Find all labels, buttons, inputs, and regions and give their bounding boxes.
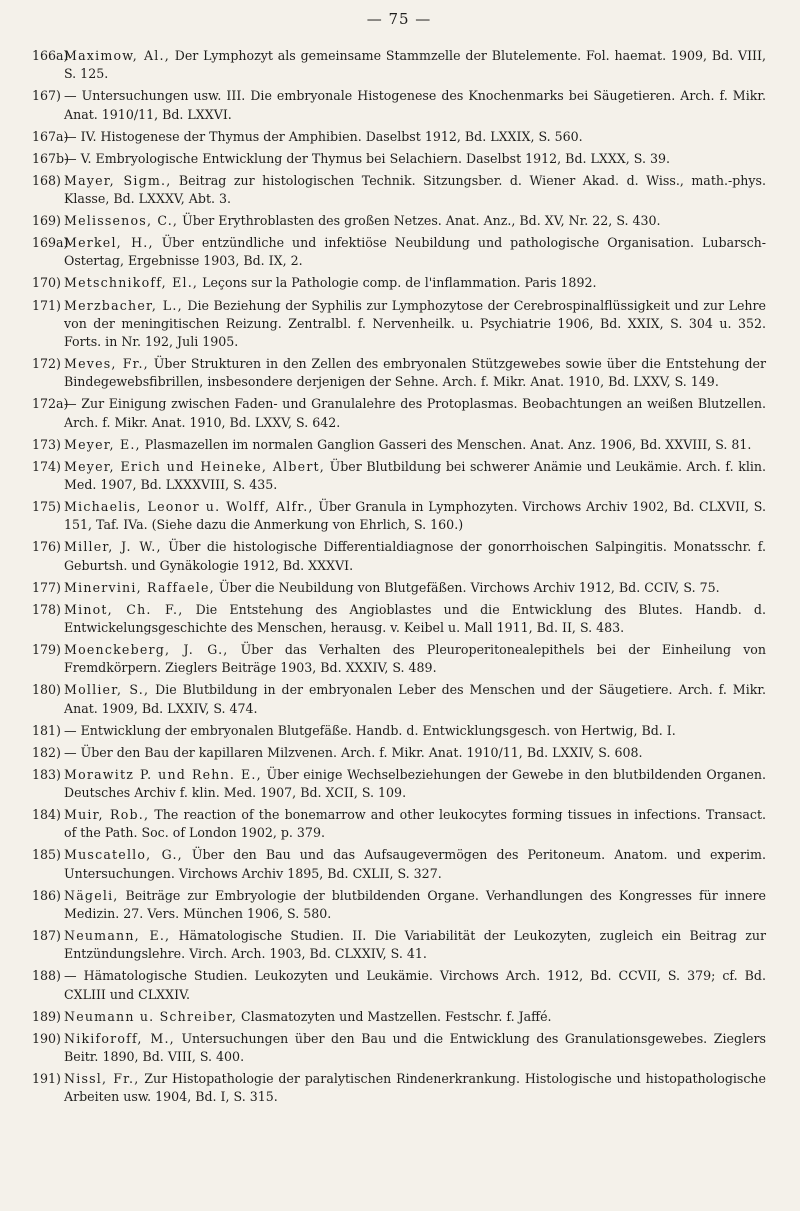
reference-author: Merzbacher, L.,	[64, 297, 183, 313]
reference-number: 167a)	[32, 128, 69, 144]
reference-entry	[32, 927, 766, 963]
reference-entry	[32, 806, 766, 842]
reference-entry	[32, 395, 766, 431]
reference-text: Über Granula in Lymphozyten. Virchows Archiv 1902, Bd. CLXVII, S. 151, Taf. IVa. (Siehe dazu die Anmerkung von Ehrlich, S. 160.)	[64, 499, 766, 533]
reference-text: Plasmazellen im normalen Ganglion Gasseri des Menschen. Anat. Anz. 1906, Bd. XXVIII, S. 81.	[140, 436, 752, 452]
reference-entry	[32, 579, 766, 597]
reference-entry	[32, 128, 766, 146]
reference-author: Meyer, Erich und Heineke, Albert,	[64, 458, 326, 474]
reference-text: Über die Neubildung von Blutgefäßen. Virchows Archiv 1912, Bd. CCIV, S. 75.	[214, 579, 720, 595]
reference-author: Maximow, Al.,	[64, 48, 170, 63]
reference-number: 189)	[32, 1008, 61, 1024]
reference-author: Melissenos, C.,	[64, 213, 179, 229]
reference-number: 182)	[32, 744, 61, 760]
reference-author: Minot, Ch. F.,	[64, 601, 184, 617]
reference-text: Über den Bau und das Aufsaugevermögen des Peritoneum. Anatom. und experim. Untersuchungen. Virchows Archiv 1895, Bd. CXLII, S. 327.	[64, 847, 767, 881]
reference-number: 170)	[32, 275, 61, 291]
reference-entry	[32, 601, 766, 637]
reference-number: 181)	[32, 722, 61, 738]
reference-author: Meyer, E.,	[64, 436, 141, 452]
reference-number: 166a)	[32, 48, 69, 63]
reference-number: 185)	[32, 847, 61, 863]
reference-text: Leçons sur la Pathologie comp. de l'inflammation. Paris 1892.	[198, 275, 597, 291]
reference-text: The reaction of the bonemarrow and other leukocytes forming tissues in infections. Transact. of the Path. Soc. of London 1902, p. 379.	[64, 807, 767, 841]
reference-number: 167b)	[32, 150, 70, 166]
reference-entry	[32, 681, 766, 717]
reference-number: 190)	[32, 1030, 61, 1046]
reference-text: Über das Verhalten des Pleuroperitonealepithels bei der Einheilung von Fremdkörpern. Zieglers Beiträge 1903, Bd. XXXIV, S. 489.	[64, 642, 767, 676]
reference-author: Meves, Fr.,	[64, 356, 149, 372]
reference-text: Über Blutbildung bei schwerer Anämie und Leukämie. Arch. f. klin. Med. 1907, Bd. LXXXVIII, S. 435.	[64, 458, 766, 492]
reference-author: Morawitz P. und Rehn. E.,	[64, 766, 262, 782]
reference-number: 172)	[32, 356, 61, 372]
reference-entry	[32, 436, 766, 454]
reference-text: — IV. Histogenese der Thymus der Amphibien. Daselbst 1912, Bd. LXXIX, S. 560.	[64, 128, 583, 144]
reference-text: Clasmatozyten und Mastzellen. Festschr. f. Jaffé.	[237, 1008, 552, 1024]
reference-text: Die Beziehung der Syphilis zur Lymphozytose der Cerebrospinalflüssigkeit und zur Lehre von der meningitischen Reizung. Zentralbl. f. Nervenheilk. u. Psychiatrie 1906, Bd. XXIX, S. 304 u. 352. Forts. in Nr. 192, Juli 1905.	[64, 297, 767, 349]
reference-author: Nikiforoff, M.,	[64, 1030, 175, 1046]
reference-text: — Zur Einigung zwischen Faden- und Granulalehre des Protoplasmas. Beobachtungen an weißen Blutzellen. Arch. f. Mikr. Anat. 1910, Bd. LXXV, S. 642.	[64, 396, 766, 430]
reference-number: 191)	[32, 1070, 61, 1086]
reference-number: 183)	[32, 766, 61, 782]
reference-entry	[32, 766, 766, 802]
reference-entry	[32, 87, 766, 123]
reference-text: — Hämatologische Studien. Leukozyten und Leukämie. Virchows Arch. 1912, Bd. CCVII, S. 379; cf. Bd. CXLIII und CLXXIV.	[64, 968, 766, 1002]
reference-author: Neumann, E.,	[64, 928, 171, 943]
reference-text: Hämatologische Studien. II. Die Variabilität der Leukozyten, zugleich ein Beitrag zur Entzündungslehre. Virch. Arch. 1903, Bd. CLXXIV, S. 41.	[64, 928, 766, 962]
reference-entry	[32, 498, 766, 534]
reference-entry	[32, 1030, 766, 1066]
reference-number: 174)	[32, 458, 61, 474]
reference-author: Muscatello, G.,	[64, 847, 183, 863]
reference-entry	[32, 641, 766, 677]
reference-entry	[32, 744, 766, 762]
reference-entry	[32, 47, 766, 83]
reference-number: 173)	[32, 436, 61, 452]
reference-entry	[32, 538, 766, 574]
reference-number: 176)	[32, 539, 61, 555]
reference-entry	[32, 1008, 766, 1026]
reference-text: — Entwicklung der embryonalen Blutgefäße. Handb. d. Entwicklungsgesch. von Hertwig, Bd. I.	[64, 722, 676, 738]
reference-number: 169a)	[32, 235, 69, 251]
reference-number: 186)	[32, 887, 61, 903]
reference-entry	[32, 355, 766, 391]
reference-author: Miller, J. W.,	[64, 539, 162, 555]
reference-number: 188)	[32, 968, 61, 984]
reference-number: 187)	[32, 928, 61, 943]
reference-number: 180)	[32, 682, 61, 698]
reference-text: Beiträge zur Embryologie der blutbildenden Organe. Verhandlungen des Kongresses für innere Medizin. 27. Vers. München 1906, S. 580.	[64, 887, 766, 921]
reference-text: Über die histologische Differentialdiagnose der gonorrhoischen Salpingitis. Monatsschr. f. Geburtsh. und Gynäkologie 1912, Bd. XXXVI.	[64, 539, 766, 573]
reference-text: Die Blutbildung in der embryonalen Leber des Menschen und der Säugetiere. Arch. f. Mikr. Anat. 1909, Bd. LXXIV, S. 474.	[64, 682, 766, 716]
reference-text: — Über den Bau der kapillaren Milzvenen. Arch. f. Mikr. Anat. 1910/11, Bd. LXXIV, S. 608.	[64, 744, 643, 760]
reference-author: Neumann u. Schreiber,	[64, 1008, 238, 1024]
reference-entry	[32, 846, 766, 882]
reference-author: Moenckeberg, J. G.,	[64, 642, 229, 658]
reference-text: Untersuchungen über den Bau und die Entwicklung des Granulationsgewebes. Zieglers Beitr. 1890, Bd. VIII, S. 400.	[64, 1030, 766, 1064]
reference-author: Muir, Rob.,	[64, 807, 150, 823]
reference-entry	[32, 172, 766, 208]
reference-author: Mayer, Sigm.,	[64, 172, 172, 188]
reference-author: Michaelis, Leonor u. Wolff, Alfr.,	[64, 499, 314, 515]
reference-author: Merkel, H.,	[64, 235, 154, 251]
reference-entry	[32, 1070, 766, 1106]
reference-text: Zur Histopathologie der paralytischen Rindenerkrankung. Histologische und histopathologische Arbeiten usw. 1904, Bd. I, S. 315.	[64, 1070, 766, 1105]
reference-author: Minervini, Raffaele,	[64, 579, 215, 595]
reference-text: — V. Embryologische Entwicklung der Thymus bei Selachiern. Daselbst 1912, Bd. LXXX, S. 39.	[64, 150, 670, 166]
reference-text: — Untersuchungen usw. III. Die embryonale Histogenese des Knochenmarks bei Säugetieren. Arch. f. Mikr. Anat. 1910/11, Bd. LXXVI.	[64, 88, 766, 122]
reference-number: 172a)	[32, 396, 69, 412]
reference-author: Mollier, S.,	[64, 682, 150, 698]
reference-author: Nägeli,	[64, 887, 119, 903]
reference-text: Über einige Wechselbeziehungen der Gewebe in den blutbildenden Organen. Deutsches Archiv f. klin. Med. 1907, Bd. XCII, S. 109.	[64, 766, 766, 801]
reference-entry	[32, 150, 766, 168]
reference-number: 178)	[32, 601, 61, 617]
reference-text: Die Entstehung des Angioblastes und die Entwicklung des Blutes. Handb. d. Entwickelungsgeschichte des Menschen, herausg. v. Keibel u. Mall 1911, Bd. II, S. 483.	[64, 601, 766, 635]
reference-text: Beitrag zur histologischen Technik. Sitzungsber. d. Wiener Akad. d. Wiss., math.-phys. Klasse, Bd. LXXXV, Abt. 3.	[64, 172, 766, 206]
reference-number: 175)	[32, 499, 61, 515]
reference-entry	[32, 297, 766, 352]
reference-entry	[32, 212, 766, 230]
reference-text: Über Erythroblasten des großen Netzes. Anat. Anz., Bd. XV, Nr. 22, S. 430.	[178, 213, 661, 229]
reference-entry	[32, 234, 766, 270]
page-number: — 75 —	[366, 10, 432, 28]
reference-number: 184)	[32, 807, 61, 823]
reference-number: 177)	[32, 579, 61, 595]
reference-entry	[32, 274, 766, 292]
reference-entry	[32, 722, 766, 740]
reference-author: Nissl, Fr.,	[64, 1070, 140, 1086]
reference-number: 168)	[32, 172, 61, 188]
reference-entry	[32, 458, 766, 494]
reference-text: Der Lymphozyt als gemeinsame Stammzelle der Blutelemente. Fol. haemat. 1909, Bd. VIII, S. 125.	[64, 48, 766, 82]
reference-entry	[32, 967, 766, 1003]
reference-list	[32, 47, 766, 1106]
reference-text: Über Strukturen in den Zellen des embryonalen Stützgewebes sowie über die Entstehung der Bindegewebsfibrillen, insbesondere derjenigen der Sehne. Arch. f. Mikr. Anat. 1910, Bd. LXXV, S. 149.	[64, 356, 766, 390]
reference-number: 167)	[32, 88, 61, 104]
reference-number: 179)	[32, 642, 61, 658]
reference-number: 171)	[32, 297, 61, 313]
reference-text: Über entzündliche und infektiöse Neubildung und pathologische Organisation. Lubarsch-Ostertag, Ergebnisse 1903, Bd. IX, 2.	[64, 235, 766, 269]
reference-entry	[32, 887, 766, 923]
reference-number: 169)	[32, 213, 61, 229]
reference-author: Metschnikoff, El.,	[64, 275, 199, 291]
